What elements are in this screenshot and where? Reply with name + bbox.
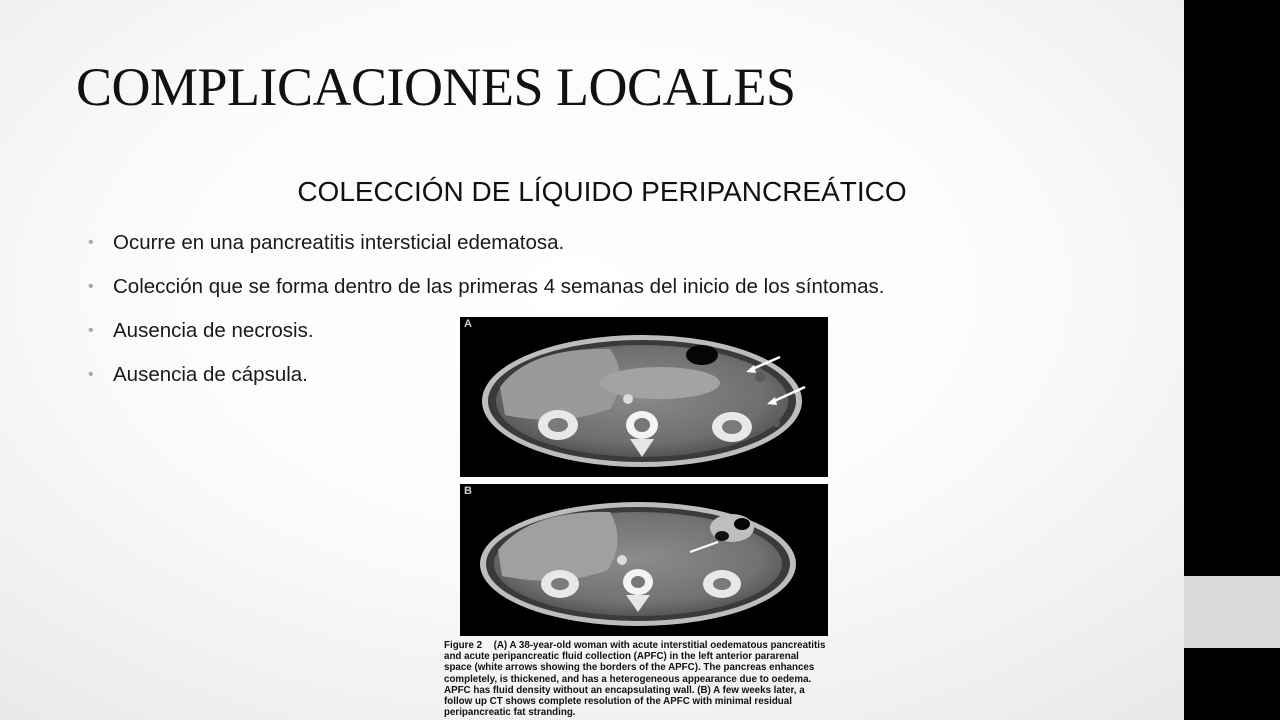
bullet-text: Ausencia de cápsula. — [113, 363, 308, 386]
bullet-text: Ocurre en una pancreatitis intersticial edematosa. — [113, 231, 565, 254]
ct-scan-panel-a — [460, 317, 828, 477]
bullet-text: Ausencia de necrosis. — [113, 319, 314, 342]
bullet-dot-icon: • — [88, 366, 94, 383]
bullet-item — [88, 228, 884, 272]
bullet-dot-icon: • — [88, 278, 94, 295]
slide-subtitle: COLECCIÓN DE LÍQUIDO PERIPANCREÁTICO — [297, 176, 907, 207]
bullet-dot-icon: • — [88, 322, 94, 339]
slide-title: COMPLICACIONES LOCALES — [76, 57, 796, 117]
figure-caption-label: Figure 2 — [444, 640, 483, 651]
right-side-bar-block — [1184, 576, 1280, 648]
figure-caption-text: (A) A 38-year-old woman with acute interstitial oedematous pancreatitis and acute peripancreatic fluid collection (APFC) in the left anterior pararenal space (white arrows showing the borders of the APFC). The pancreas enhances completely, is thickened, and has a heterogeneous appearance due to oedema. APFC has fluid density without an encapsulating wall. (B) A few weeks later, a follow up CT shows complete resolution of the APFC with minimal residual peripancreatic fat stranding. — [444, 640, 826, 719]
bullet-item — [88, 272, 884, 316]
ct-scan-panel-b — [460, 484, 828, 636]
panel-b-label: B — [464, 485, 472, 497]
bullet-text: Colección que se forma dentro de las primeras 4 semanas del inicio de los síntomas. — [113, 275, 885, 298]
bullet-dot-icon: • — [88, 234, 94, 251]
ct-scan-a-image — [460, 317, 828, 477]
panel-a-label: A — [464, 318, 472, 330]
ct-scan-b-image — [460, 484, 828, 636]
figure-caption — [444, 640, 828, 718]
right-side-bar — [1184, 0, 1280, 720]
